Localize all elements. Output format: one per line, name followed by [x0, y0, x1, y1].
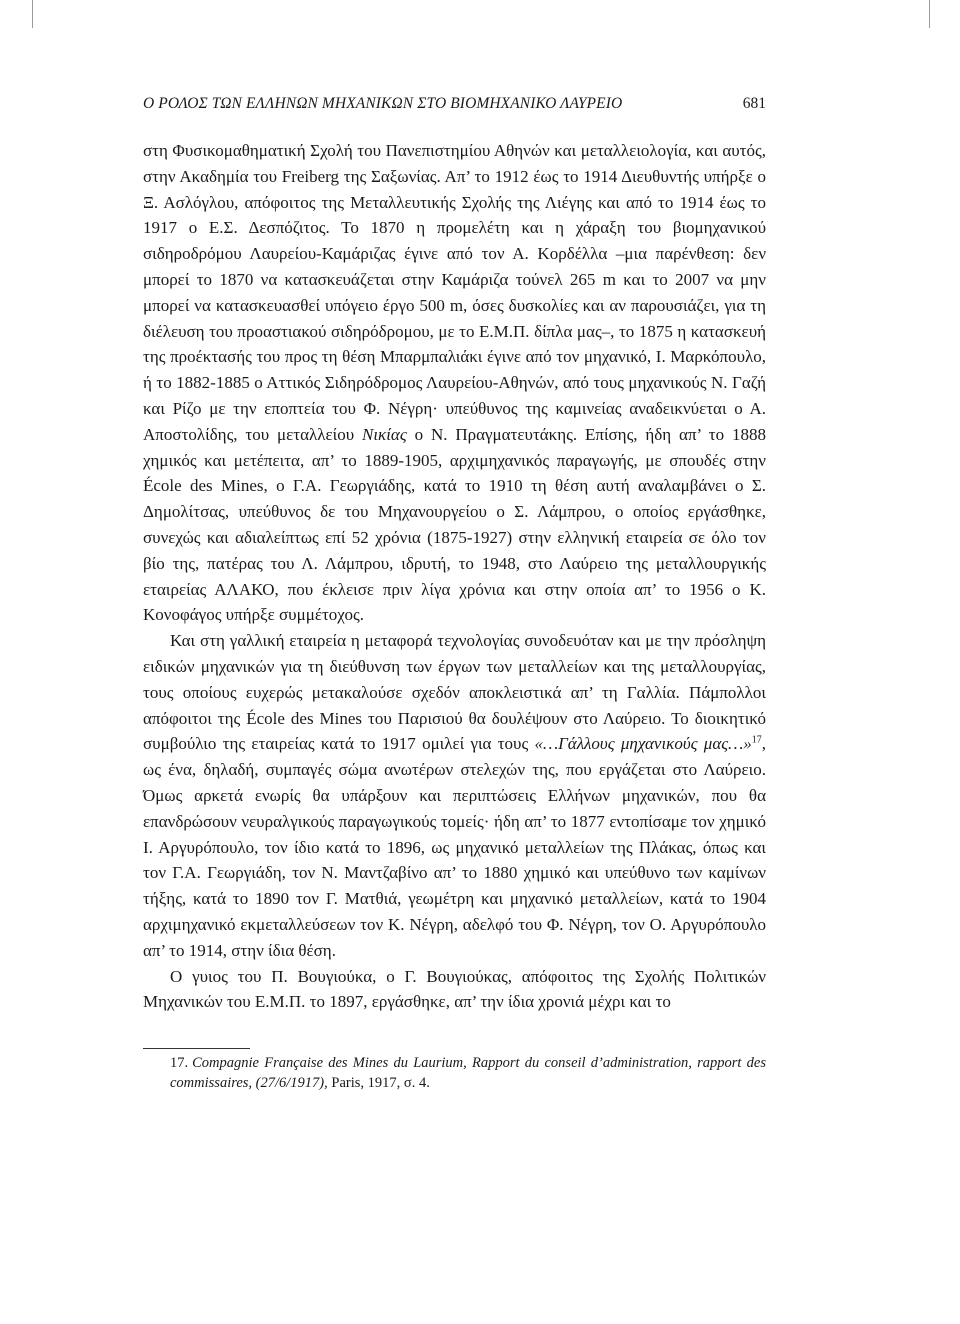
crop-mark-left [32, 0, 33, 28]
paragraph-1-text-a: στη Φυσικομαθηματική Σχολή του Πανεπιστημίου Αθηνών και μεταλλειολογία, και αυτός, στην Ακαδημία του Freiberg της Σαξωνίας. Απ’ το 1912 έως το 1914 Διευθυντής υπήρξε ο Ξ. Ασλόγλου, απόφοιτος της Μεταλλευτικής Σχολής της Λιέγης και από το 1914 έως το 1917 ο Ε.Σ. Δεσπόζιτος. Το 1870 η προμελέτη και η χάραξη του βιομηχανικού σιδηροδρόμου Λαυρείου-Καμάριζας έγινε από τον Α. Κορδέλλα –μια παρένθεση: δεν μπορεί το 1870 να κατασκευάζεται στην Καμάριζα τούνελ 265 m και το 2007 να μην μπορεί να κατασκευασθεί υπόγειο έργο 500 m, όσες δυσκολίες και αν παρουσιάζει, για τη διέλευση του προαστιακού σιδηρόδρομου, με το Ε.Μ.Π. δίπλα μας–, το 1875 η κατασκευή της προέκτασής του προς τη θέση Μπαρμπαλιάκι έγινε από τον μηχανικό, Ι. Μαρκόπουλο, ή το 1882-1885 ο Αττικός Σιδηρόδρομος Λαυρείου-Αθηνών, από τους μηχανικούς Ν. Γαζή και Ρίζο με την εποπτεία του Φ. Νέγρη· υπεύθυνος της καμινείας αναδεικνύεται ο Α. Αποστολίδης, του μεταλλείου [143, 141, 766, 444]
running-title: Ο ΡΟΛΟΣ ΤΩΝ ΕΛΛΗΝΩΝ ΜΗΧΑΝΙΚΩΝ ΣΤΟ ΒΙΟΜΗΧΑΝΙΚΟ ΛΑΥΡΕΙΟ [143, 95, 623, 112]
running-header [143, 92, 766, 116]
footnote-rest: Paris, 1917, σ. 4. [327, 1075, 430, 1092]
footnote-reference[interactable]: 17 [751, 734, 762, 746]
body-text [143, 138, 766, 1015]
paragraph-2-text-a: Και στη γαλλική εταιρεία η μεταφορά τεχνολογίας συνοδευόταν και με την πρόσληψη ειδικών μηχανικών για τη διεύθυνση των έργων των μεταλλείων και της μεταλλουργίας, τους οποίους ευχερώς μετακαλούσε σχεδόν αποκλειστικά απ’ τη Γαλλία. Πάμπολλοι απόφοιτοι της École des Mines του Παρισιού θα δουλέψουν στο Λαύρειο. Το διοικητικό συμβούλιο της εταιρείας κατά το 1917 ομιλεί για τους [143, 631, 766, 754]
paragraph-1 [143, 138, 766, 628]
paragraph-3 [143, 964, 766, 1016]
crop-mark-right [929, 0, 930, 28]
page-number: 681 [742, 95, 766, 112]
footnote-italic: Compagnie Française des Mines du Laurium, Rapport du conseil d’administration, rapport des commissaires, (27/6/1917), [170, 1055, 766, 1092]
paragraph-1-text-b: ο Ν. Πραγματευτάκης. Επίσης, ήδη απ’ το 1888 χημικός και μετέπειτα, απ’ το 1889-1905, αρχιμηχανικός παραγωγής, με σπουδές στην École des Mines, ο Γ.Α. Γεωργιάδης, κατά το 1910 τη θέση αυτή αναλαμβάνει ο Σ. Δημολίτσας, υπεύθυνος δε του Μηχανουργείου ο Σ. Λάμπρου, ο οποίος εργάσθηκε, συνεχώς και αδιαλείπτως επί 52 χρόνια (1875-1927) στην ελληνική εταιρεία σε όλο τον βίο της, πατέρας του Λ. Λάμπρου, ιδρυτή, το 1948, στο Λαύρειο της μεταλλουργικής εταιρείας ΑΛΑΚΟ, που έκλεισε πριν λίγα χρόνια και στην οποία απ’ το 1956 ο Κ. Κονοφάγος υπήρξε συμμέτοχος. [143, 424, 766, 625]
paragraph-1-italic: Νικίας [361, 424, 407, 444]
footnote [143, 1053, 766, 1093]
paragraph-2-text-b: , ως ένα, δηλαδή, συμπαγές σώμα ανωτέρων στελεχών της, που εργάζεται στο Λαύρειο. Όμως αρκετά ενωρίς θα υπάρξουν και περιπτώσεις Ελλήνων μηχανικών, που θα επανδρώσουν νευραλγικούς παραγωγικούς τομείς· ήδη απ’ το 1877 εντοπίσαμε τον χημικό Ι. Αργυρόπουλο, τον ίδιο κατά το 1896, ως μηχανικό μεταλλείων της Πλάκας, όπως και τον Γ.Α. Γεωργιάδη, τον Ν. Μαντζαβίνο απ’ το 1880 χημικό και υπεύθυνο των καμίνων τήξης, κατά το 1890 τον Γ. Ματθιά, γεωμέτρη και μηχανικό μεταλλείων, κατά το 1904 αρχιμηχανικό εκμεταλλεύσεων τον Κ. Νέγρη, αδελφό του Φ. Νέγρη, τον Ο. Αργυρόπουλο απ’ το 1914, στην ίδια θέση. [143, 734, 767, 960]
footnote-mark: 17. [170, 1055, 189, 1072]
paragraph-2 [143, 628, 766, 963]
paragraph-3-text: Ο γυιος του Π. Βουγιούκα, ο Γ. Βουγιούκας, απόφοιτος της Σχολής Πολιτικών Μηχανικών του Ε.Μ.Π. το 1897, εργάσθηκε, απ’ την ίδια χρονιά μέχρι και το [143, 966, 766, 1012]
page [143, 92, 766, 1093]
paragraph-2-quote: «…Γάλλους μηχανικούς μας…» [534, 734, 752, 754]
footnote-rule [143, 1048, 250, 1049]
